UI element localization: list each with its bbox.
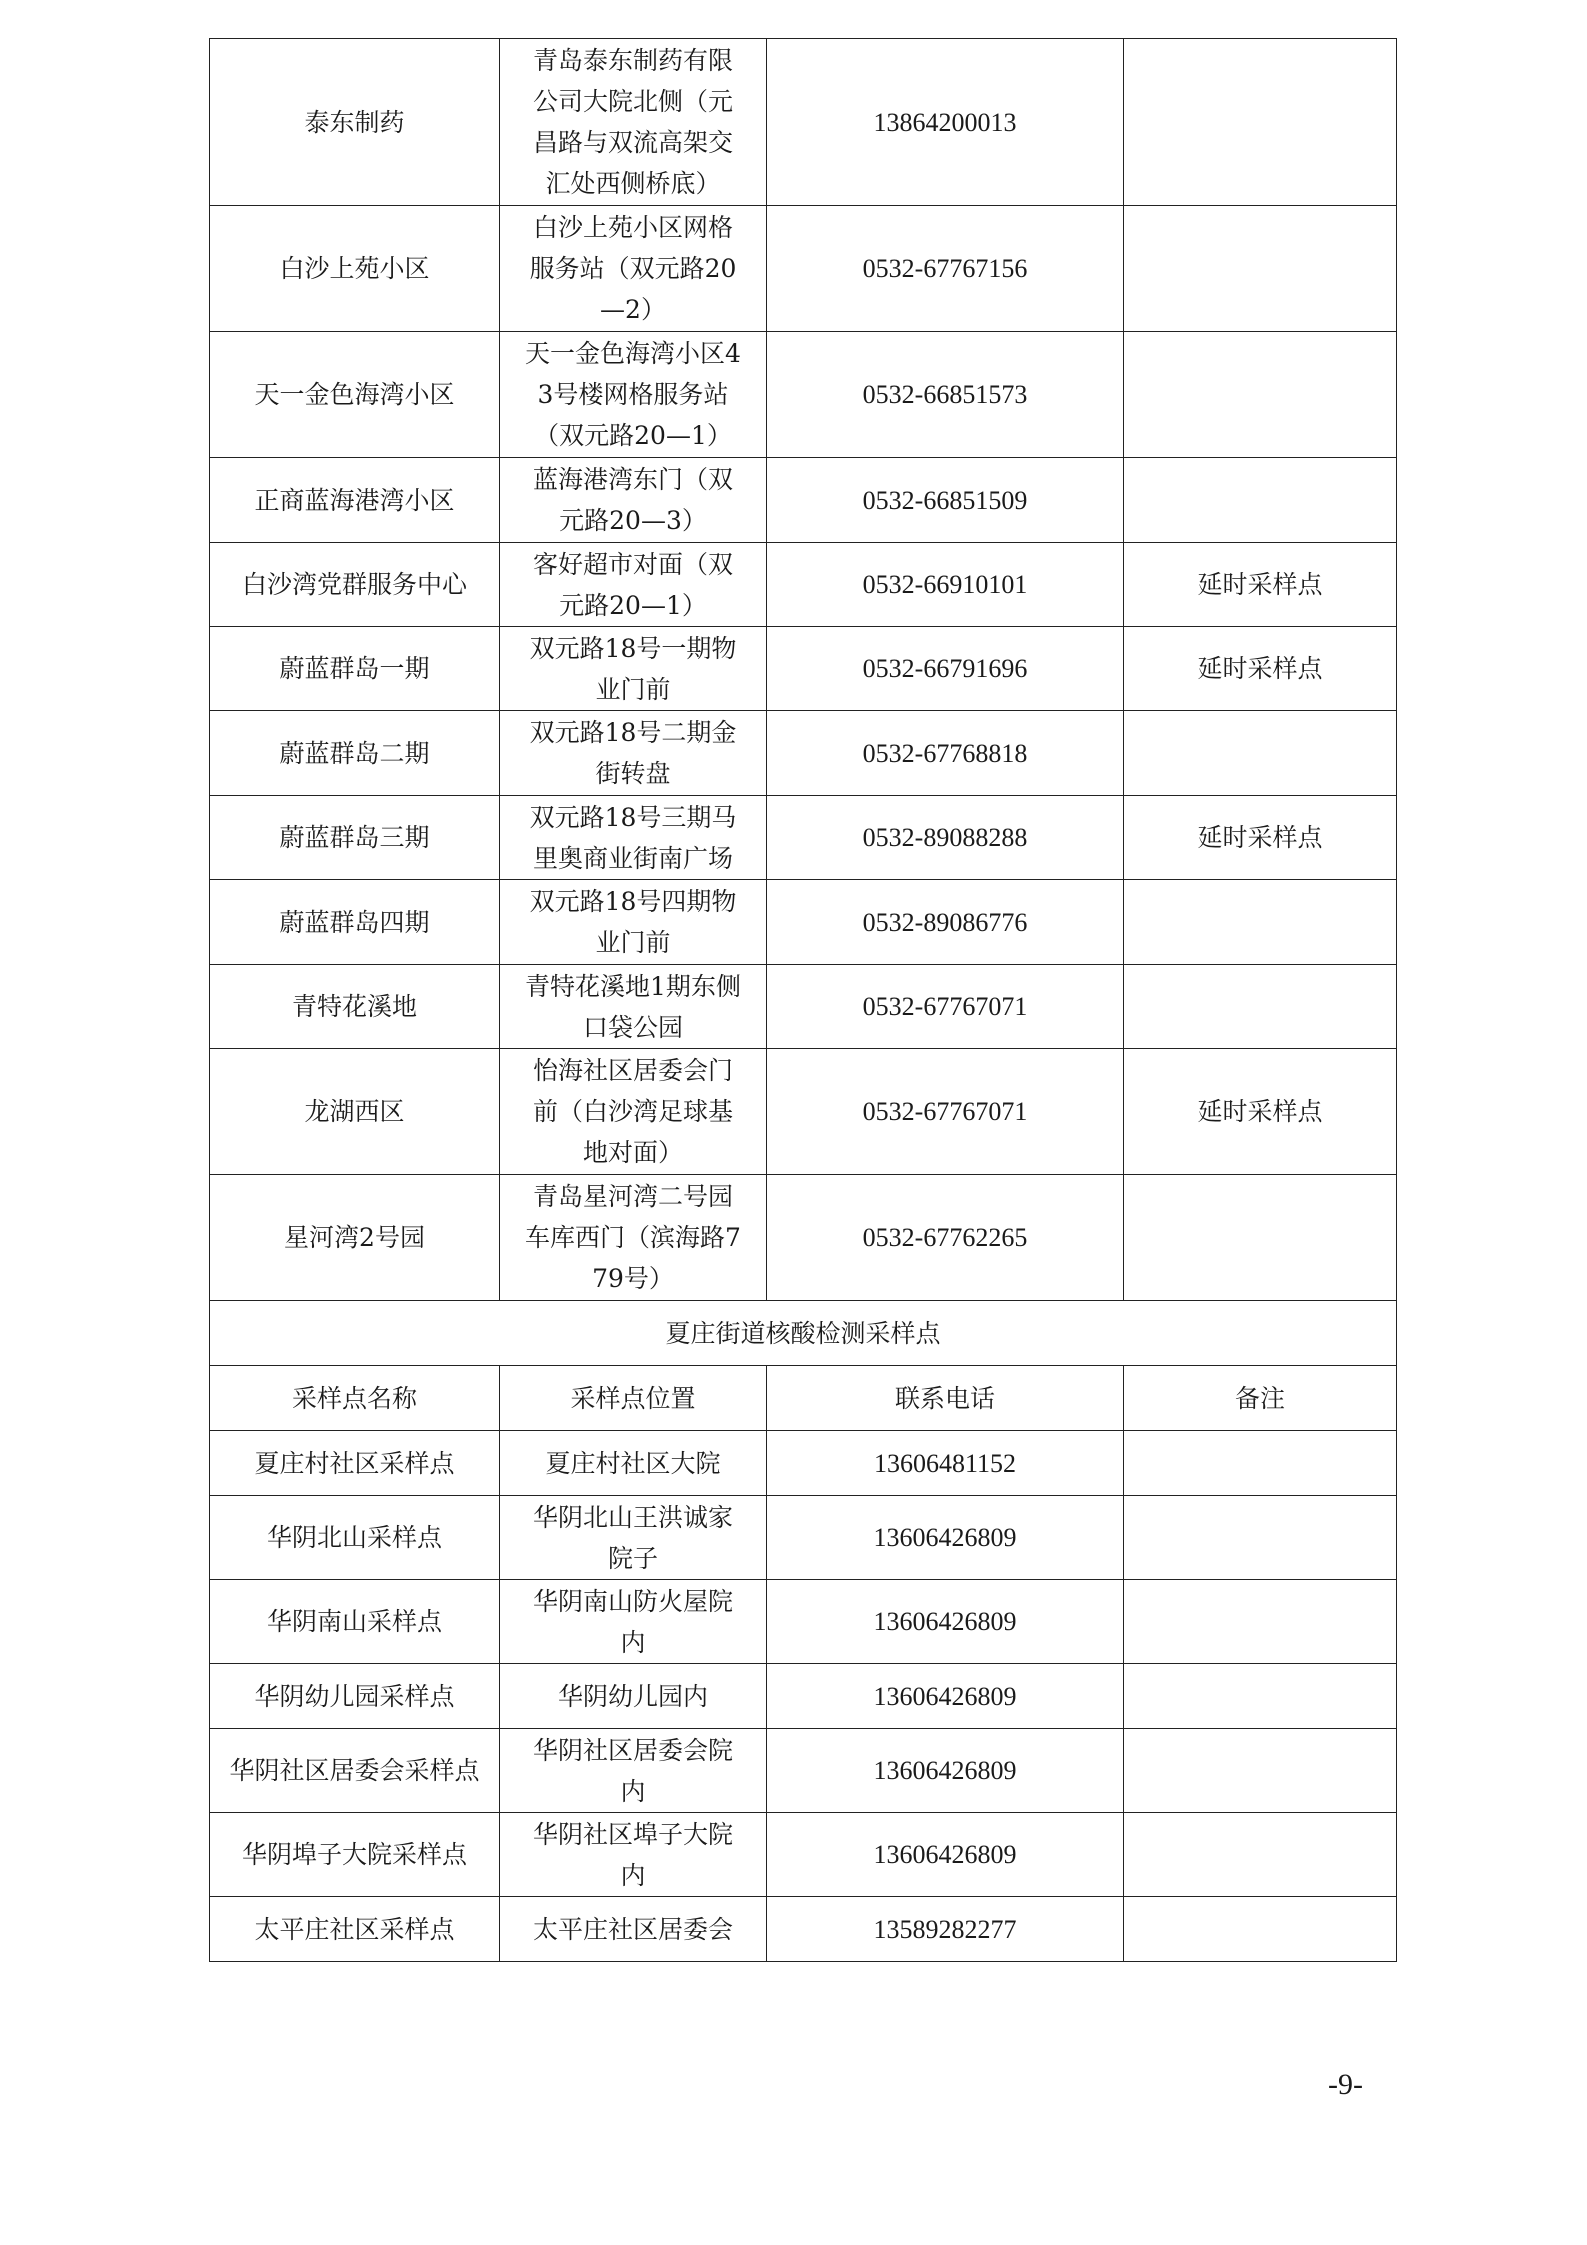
page-number: -9- [1328,2068,1363,2101]
site-phone: 0532-67762265 [767,1175,1124,1301]
table-row [210,880,1397,965]
table-row [210,627,1397,711]
site-note [1124,458,1397,543]
site-location: 太平庄社区居委会 [500,1897,767,1962]
site-name: 华阴社区居委会采样点 [210,1729,500,1813]
site-note [1124,1580,1397,1664]
site-location: 华阴社区埠子大院内 [500,1813,767,1897]
site-note [1124,1175,1397,1301]
site-note: 延时采样点 [1124,796,1397,880]
site-name: 白沙湾党群服务中心 [210,543,500,627]
column-header-note: 备注 [1124,1366,1397,1431]
table-row [210,965,1397,1049]
site-note: 延时采样点 [1124,627,1397,711]
site-name: 蔚蓝群岛四期 [210,880,500,965]
site-note [1124,711,1397,796]
site-phone: 0532-67767071 [767,965,1124,1049]
site-name: 星河湾2号园 [210,1175,500,1301]
site-note: 延时采样点 [1124,543,1397,627]
section-title: 夏庄街道核酸检测采样点 [210,1301,1397,1366]
site-phone: 0532-66851509 [767,458,1124,543]
site-note [1124,1496,1397,1580]
site-note [1124,880,1397,965]
column-header-phone: 联系电话 [767,1366,1124,1431]
site-phone: 13606426809 [767,1729,1124,1813]
site-name: 天一金色海湾小区 [210,332,500,458]
table-row [210,711,1397,796]
site-location: 夏庄村社区大院 [500,1431,767,1496]
site-note [1124,965,1397,1049]
site-phone: 0532-66851573 [767,332,1124,458]
site-phone: 0532-89088288 [767,796,1124,880]
site-location: 华阴南山防火屋院内 [500,1580,767,1664]
site-location: 华阴北山王洪诚家院子 [500,1496,767,1580]
site-note [1124,1729,1397,1813]
site-name: 华阴南山采样点 [210,1580,500,1664]
section-title-row [210,1301,1397,1366]
site-location: 蓝海港湾东门（双元路20—3） [500,458,767,543]
table-row [210,1813,1397,1897]
table-row [210,796,1397,880]
site-phone: 0532-66791696 [767,627,1124,711]
table-row [210,1175,1397,1301]
column-header-location: 采样点位置 [500,1366,767,1431]
site-name: 华阴北山采样点 [210,1496,500,1580]
site-location: 双元路18号二期金街转盘 [500,711,767,796]
table-row [210,1049,1397,1175]
site-location: 客好超市对面（双元路20—1） [500,543,767,627]
site-note [1124,1664,1397,1729]
table-row [210,1729,1397,1813]
site-phone: 13606426809 [767,1813,1124,1897]
site-name: 蔚蓝群岛一期 [210,627,500,711]
table-row [210,206,1397,332]
site-location: 天一金色海湾小区43号楼网格服务站（双元路20—1） [500,332,767,458]
site-name: 太平庄社区采样点 [210,1897,500,1962]
site-phone: 0532-89086776 [767,880,1124,965]
site-name: 泰东制药 [210,39,500,206]
site-name: 正商蓝海港湾小区 [210,458,500,543]
site-name: 华阴埠子大院采样点 [210,1813,500,1897]
site-note [1124,332,1397,458]
header-row [210,1366,1397,1431]
site-location: 双元路18号四期物业门前 [500,880,767,965]
site-name: 蔚蓝群岛二期 [210,711,500,796]
site-note [1124,1897,1397,1962]
column-header-name: 采样点名称 [210,1366,500,1431]
site-location: 怡海社区居委会门前（白沙湾足球基地对面） [500,1049,767,1175]
site-phone: 0532-67768818 [767,711,1124,796]
site-name: 华阴幼儿园采样点 [210,1664,500,1729]
site-phone: 13606426809 [767,1496,1124,1580]
site-note [1124,39,1397,206]
table-row [210,1664,1397,1729]
site-location: 白沙上苑小区网格服务站（双元路20—2） [500,206,767,332]
site-note [1124,206,1397,332]
table-row [210,1496,1397,1580]
site-name: 白沙上苑小区 [210,206,500,332]
sampling-points-table [209,38,1397,1962]
site-location: 双元路18号一期物业门前 [500,627,767,711]
site-location: 华阴社区居委会院内 [500,1729,767,1813]
table-row [210,39,1397,206]
site-phone: 13606426809 [767,1580,1124,1664]
site-location: 青特花溪地1期东侧口袋公园 [500,965,767,1049]
site-location: 青岛星河湾二号园车库西门（滨海路779号） [500,1175,767,1301]
site-name: 龙湖西区 [210,1049,500,1175]
site-name: 夏庄村社区采样点 [210,1431,500,1496]
site-name: 青特花溪地 [210,965,500,1049]
table-row [210,543,1397,627]
table-row [210,458,1397,543]
site-phone: 0532-66910101 [767,543,1124,627]
site-phone: 13864200013 [767,39,1124,206]
site-phone: 13606481152 [767,1431,1124,1496]
site-phone: 0532-67767156 [767,206,1124,332]
table-row [210,332,1397,458]
table-row [210,1431,1397,1496]
site-note [1124,1431,1397,1496]
site-location: 青岛泰东制药有限公司大院北侧（元昌路与双流高架交汇处西侧桥底） [500,39,767,206]
site-note [1124,1813,1397,1897]
table-row [210,1897,1397,1962]
site-location: 双元路18号三期马里奥商业街南广场 [500,796,767,880]
site-phone: 13606426809 [767,1664,1124,1729]
site-phone: 0532-67767071 [767,1049,1124,1175]
site-note: 延时采样点 [1124,1049,1397,1175]
table-row [210,1580,1397,1664]
site-name: 蔚蓝群岛三期 [210,796,500,880]
site-location: 华阴幼儿园内 [500,1664,767,1729]
site-phone: 13589282277 [767,1897,1124,1962]
